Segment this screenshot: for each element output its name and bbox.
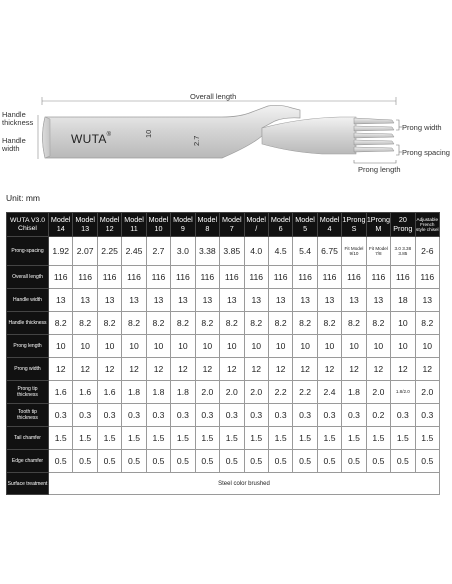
table-cell: 0.5 — [415, 450, 439, 473]
overall-length-label: Overall length — [190, 92, 237, 101]
table-cell: 0.3 — [97, 404, 121, 427]
table-cell: 0.5 — [171, 450, 195, 473]
table-cell: 0.5 — [317, 450, 341, 473]
table-cell: 2.0 — [244, 381, 268, 404]
table-cell: 13 — [366, 289, 390, 312]
table-cell: 8.2 — [97, 312, 121, 335]
table-cell: Fit Model 7/8 — [366, 237, 390, 266]
table-cell: 8.2 — [195, 312, 219, 335]
table-cell: 116 — [342, 266, 366, 289]
table-cell: 1.6 — [73, 381, 97, 404]
table-cell: 8.2 — [293, 312, 317, 335]
table-cell: 0.5 — [73, 450, 97, 473]
header-cell: Model 12 — [97, 213, 121, 237]
table-cell: 10 — [244, 335, 268, 358]
table-cell: 4.0 — [244, 237, 268, 266]
table-cell: 8.2 — [73, 312, 97, 335]
header-cell: Model 13 — [73, 213, 97, 237]
table-cell: 1.5 — [122, 427, 146, 450]
table-cell: 10 — [122, 335, 146, 358]
header-cell: Model 5 — [293, 213, 317, 237]
table-cell: 13 — [268, 289, 292, 312]
table-cell: 8.2 — [49, 312, 73, 335]
table-cell: 116 — [415, 266, 439, 289]
header-cell: WUTA V3.0 Chisel — [7, 213, 49, 237]
table-cell: 0.2 — [366, 404, 390, 427]
table-cell: 10 — [415, 335, 439, 358]
table-cell: 116 — [49, 266, 73, 289]
table-cell: 0.5 — [342, 450, 366, 473]
brand-logo: WUTA® — [71, 132, 112, 146]
row-label: Prong width — [7, 358, 49, 381]
table-cell: 116 — [293, 266, 317, 289]
table-cell: 0.5 — [97, 450, 121, 473]
table-row-surface-treatment — [7, 473, 440, 495]
header-cell: Model 10 — [146, 213, 170, 237]
table-cell: 1.8 — [146, 381, 170, 404]
chisel-prongs — [354, 118, 394, 152]
table-cell: 0.3 — [268, 404, 292, 427]
table-cell: 10 — [49, 335, 73, 358]
table-cell: 0.5 — [49, 450, 73, 473]
table-cell: 10 — [366, 335, 390, 358]
table-cell: 12 — [122, 358, 146, 381]
table-cell: 0.5 — [122, 450, 146, 473]
header-cell: 1Prong S — [342, 213, 366, 237]
table-row — [7, 381, 440, 404]
table-cell: 1.5 — [366, 427, 390, 450]
table-cell: 1.6 — [97, 381, 121, 404]
table-cell: 1.5 — [268, 427, 292, 450]
prong-spacing-label: Prong spacing — [402, 148, 450, 157]
table-cell: 116 — [366, 266, 390, 289]
table-row — [7, 404, 440, 427]
header-cell: Model 11 — [122, 213, 146, 237]
table-cell: 1.5 — [244, 427, 268, 450]
table-cell: 8.2 — [366, 312, 390, 335]
table-cell: 13 — [146, 289, 170, 312]
table-cell: 10 — [171, 335, 195, 358]
table-cell: 116 — [122, 266, 146, 289]
table-cell: 116 — [97, 266, 121, 289]
table-cell: 12 — [49, 358, 73, 381]
prong-length-label: Prong length — [358, 165, 401, 174]
table-cell: 13 — [317, 289, 341, 312]
table-cell: 116 — [146, 266, 170, 289]
table-cell: 13 — [171, 289, 195, 312]
table-cell: 1.6 — [49, 381, 73, 404]
handle-width-label: Handle width — [2, 136, 26, 154]
table-cell: 12 — [317, 358, 341, 381]
table-cell: 0.3 — [195, 404, 219, 427]
table-cell: 8.2 — [317, 312, 341, 335]
header-cell: Model 14 — [49, 213, 73, 237]
table-cell: 2-6 — [415, 237, 439, 266]
table-header-row — [7, 213, 440, 237]
table-cell: 13 — [73, 289, 97, 312]
header-cell: Adjustable French style chisel — [415, 213, 439, 237]
header-cell: Model 7 — [220, 213, 244, 237]
row-label: Prong length — [7, 335, 49, 358]
table-cell: 12 — [415, 358, 439, 381]
header-cell: Model / — [244, 213, 268, 237]
table-cell: 10 — [268, 335, 292, 358]
table-row — [7, 427, 440, 450]
table-cell: 116 — [391, 266, 415, 289]
table-cell: 1.5 — [97, 427, 121, 450]
table-cell: 0.3 — [415, 404, 439, 427]
table-cell: 13 — [122, 289, 146, 312]
table-cell: 0.5 — [220, 450, 244, 473]
row-label: Tail chamfer — [7, 427, 49, 450]
table-cell: 12 — [146, 358, 170, 381]
table-cell: 2.0 — [220, 381, 244, 404]
table-cell: 116 — [195, 266, 219, 289]
table-cell: 1.5 — [146, 427, 170, 450]
table-cell: 13 — [49, 289, 73, 312]
table-cell: 1.5 — [317, 427, 341, 450]
table-cell: 10 — [146, 335, 170, 358]
table-cell: 8.2 — [171, 312, 195, 335]
table-cell: 0.3 — [49, 404, 73, 427]
table-cell: 10 — [391, 335, 415, 358]
table-cell: 116 — [73, 266, 97, 289]
row-label: Handle thickness — [7, 312, 49, 335]
handle-thickness-label: Handle thickness — [2, 110, 34, 128]
table-cell: 10 — [342, 335, 366, 358]
header-cell: Model 4 — [317, 213, 341, 237]
table-cell: 116 — [317, 266, 341, 289]
row-label: Prong tip thickness — [7, 381, 49, 404]
table-cell: 12 — [293, 358, 317, 381]
table-cell: 1.5 — [415, 427, 439, 450]
table-cell: 1.5 — [171, 427, 195, 450]
table-cell: 0.3 — [73, 404, 97, 427]
table-cell: 12 — [195, 358, 219, 381]
table-cell: 13 — [415, 289, 439, 312]
table-cell: 13 — [244, 289, 268, 312]
table-cell: 1.5 — [73, 427, 97, 450]
table-cell: 3.38 — [195, 237, 219, 266]
table-cell: 0.3 — [220, 404, 244, 427]
table-cell: 0.5 — [244, 450, 268, 473]
table-cell: 8.2 — [146, 312, 170, 335]
table-cell: 8.2 — [342, 312, 366, 335]
table-cell: 12 — [268, 358, 292, 381]
table-cell: 12 — [391, 358, 415, 381]
table-cell: 12 — [73, 358, 97, 381]
table-cell: 13 — [97, 289, 121, 312]
table-cell: 0.5 — [268, 450, 292, 473]
table-cell: 2.0 — [415, 381, 439, 404]
table-cell: 12 — [342, 358, 366, 381]
table-cell: 12 — [220, 358, 244, 381]
table-cell: 13 — [342, 289, 366, 312]
table-cell: 12 — [97, 358, 121, 381]
table-cell: 1.8/2.0 — [391, 381, 415, 404]
spec-table-body — [7, 237, 440, 495]
table-cell: 8.2 — [415, 312, 439, 335]
table-cell: 2.0 — [195, 381, 219, 404]
chisel-diagram — [0, 0, 452, 195]
table-cell: 6.75 — [317, 237, 341, 266]
table-cell: 116 — [171, 266, 195, 289]
table-cell: 8.2 — [268, 312, 292, 335]
table-cell: 3.0 3.38 3.85 — [391, 237, 415, 266]
table-cell: 1.8 — [122, 381, 146, 404]
table-cell: 116 — [244, 266, 268, 289]
table-cell: 0.5 — [146, 450, 170, 473]
engraving-right: 2.7 — [192, 135, 201, 146]
table-cell: 13 — [293, 289, 317, 312]
table-cell: 0.3 — [317, 404, 341, 427]
table-cell: 13 — [220, 289, 244, 312]
table-cell: 5.4 — [293, 237, 317, 266]
table-cell: 3.0 — [171, 237, 195, 266]
table-row — [7, 237, 440, 266]
table-cell: 0.3 — [146, 404, 170, 427]
table-cell: Steel color brushed — [49, 473, 440, 495]
table-row — [7, 266, 440, 289]
table-cell: 3.85 — [220, 237, 244, 266]
table-row — [7, 450, 440, 473]
table-row — [7, 335, 440, 358]
table-cell: 2.2 — [268, 381, 292, 404]
table-cell: 1.5 — [195, 427, 219, 450]
table-row — [7, 358, 440, 381]
table-cell: 13 — [195, 289, 219, 312]
table-cell: 0.3 — [171, 404, 195, 427]
table-cell: 116 — [268, 266, 292, 289]
table-cell: 0.3 — [122, 404, 146, 427]
table-cell: 0.5 — [195, 450, 219, 473]
row-label: Prong-spacing — [7, 237, 49, 266]
row-label: Surface treatment — [7, 473, 49, 495]
header-cell: Model 6 — [268, 213, 292, 237]
table-cell: 1.5 — [293, 427, 317, 450]
table-cell: 10 — [73, 335, 97, 358]
table-cell: 18 — [391, 289, 415, 312]
row-label: Tooth tip thickness — [7, 404, 49, 427]
engraving-left: 10 — [144, 129, 153, 138]
header-cell: 20 Prong — [391, 213, 415, 237]
table-cell: 10 — [391, 312, 415, 335]
table-row — [7, 289, 440, 312]
table-cell: 0.3 — [391, 404, 415, 427]
row-label: Overall length — [7, 266, 49, 289]
header-cell: Model 8 — [195, 213, 219, 237]
table-cell: 12 — [366, 358, 390, 381]
table-cell: 2.25 — [97, 237, 121, 266]
table-row — [7, 312, 440, 335]
row-label: Handle width — [7, 289, 49, 312]
table-cell: 0.5 — [391, 450, 415, 473]
table-cell: 1.8 — [342, 381, 366, 404]
table-cell: 0.5 — [293, 450, 317, 473]
unit-label: Unit: mm — [6, 193, 40, 203]
table-cell: 8.2 — [244, 312, 268, 335]
table-cell: 1.5 — [49, 427, 73, 450]
table-cell: 10 — [220, 335, 244, 358]
table-cell: 116 — [220, 266, 244, 289]
table-cell: 2.4 — [317, 381, 341, 404]
table-cell: 10 — [97, 335, 121, 358]
table-cell: 12 — [171, 358, 195, 381]
table-cell: 1.5 — [391, 427, 415, 450]
table-cell: 2.2 — [293, 381, 317, 404]
table-cell: 10 — [317, 335, 341, 358]
table-cell: 1.5 — [220, 427, 244, 450]
table-cell: 0.5 — [366, 450, 390, 473]
table-cell: 8.2 — [220, 312, 244, 335]
table-cell: 10 — [195, 335, 219, 358]
spec-table — [6, 212, 440, 495]
table-cell: 1.5 — [342, 427, 366, 450]
row-label: Edge chamfer — [7, 450, 49, 473]
table-cell: 2.7 — [146, 237, 170, 266]
table-cell: 2.45 — [122, 237, 146, 266]
header-cell: Model 9 — [171, 213, 195, 237]
table-cell: 12 — [244, 358, 268, 381]
table-cell: 2.07 — [73, 237, 97, 266]
table-cell: 2.0 — [366, 381, 390, 404]
table-cell: 0.3 — [293, 404, 317, 427]
table-cell: 8.2 — [122, 312, 146, 335]
table-cell: 0.3 — [244, 404, 268, 427]
table-cell: 1.8 — [171, 381, 195, 404]
table-cell: 0.3 — [342, 404, 366, 427]
prong-width-label: Prong width — [402, 123, 442, 132]
table-cell: 4.5 — [268, 237, 292, 266]
table-cell: 1.92 — [49, 237, 73, 266]
table-cell: 10 — [293, 335, 317, 358]
header-cell: 1Prong M — [366, 213, 390, 237]
table-cell: Fit Model 9/10 — [342, 237, 366, 266]
